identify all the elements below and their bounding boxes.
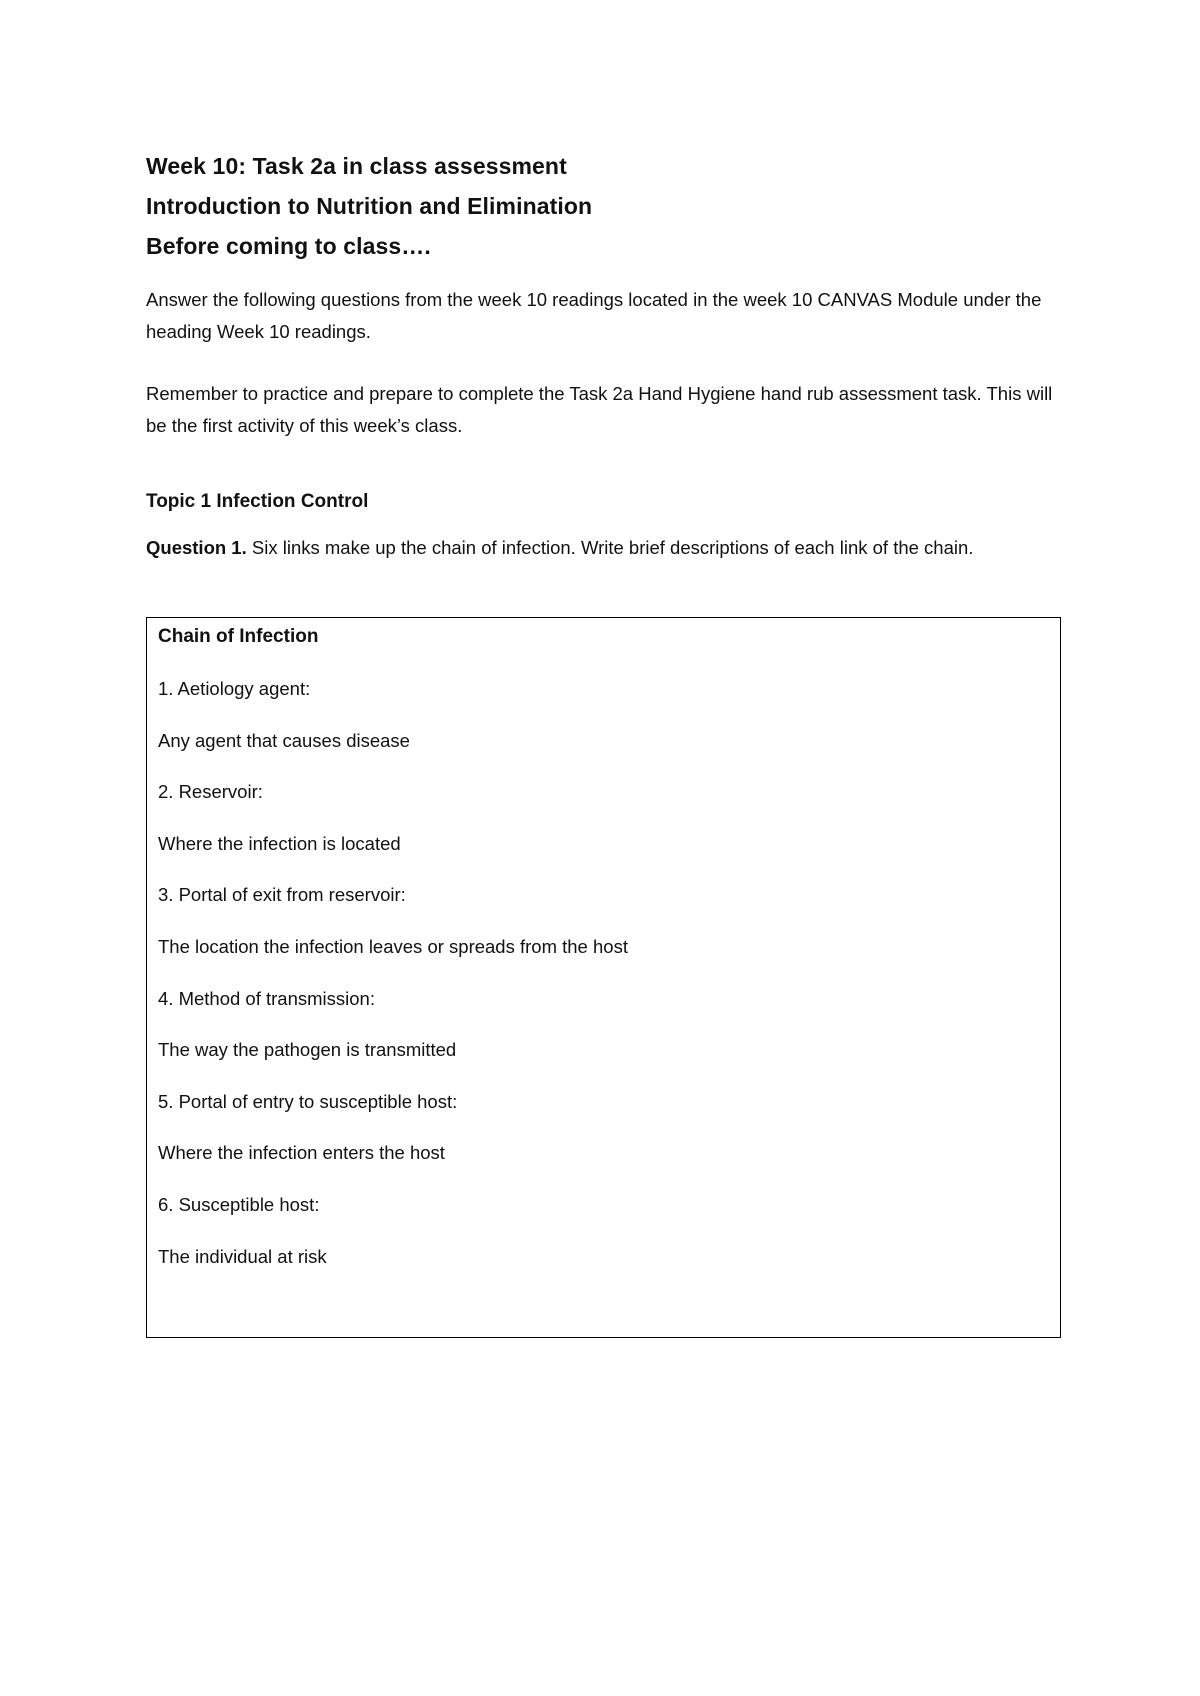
chain-box-title: Chain of Infection: [158, 626, 319, 647]
chain-link-description: The location the infection leaves or spreads from the host: [158, 935, 628, 957]
chain-link-heading: 5. Portal of entry to susceptible host:: [158, 1090, 458, 1112]
chain-link-description: Where the infection enters the host: [158, 1142, 445, 1164]
chain-link-description: The way the pathogen is transmitted: [158, 1039, 457, 1061]
heading-subject-title: Introduction to Nutrition and Elimination: [146, 193, 593, 219]
question-label: Question 1.: [146, 537, 247, 558]
chain-link-heading: 6. Susceptible host:: [158, 1193, 320, 1215]
question-1: [146, 532, 1076, 564]
chain-of-infection-box: [146, 617, 1061, 1338]
reminder-paragraph: Remember to practice and prepare to complete the Task 2a Hand Hygiene hand rub assessment task. This will be the first activity of this week’s class.: [146, 383, 1053, 436]
topic-title: Topic 1 Infection Control: [146, 491, 369, 512]
chain-link-description: The individual at risk: [158, 1245, 327, 1267]
intro-paragraph: Answer the following questions from the week 10 readings located in the week 10 CANVAS Module under the heading Week 10 readings.: [146, 289, 1042, 342]
chain-link-heading: 4. Method of transmission:: [158, 987, 375, 1009]
chain-link-heading: 2. Reservoir:: [158, 781, 263, 803]
question-text: Six links make up the chain of infection. Write brief descriptions of each link of the chain.: [246, 537, 974, 558]
chain-link-heading: 3. Portal of exit from reservoir:: [158, 884, 406, 906]
chain-list: [158, 674, 628, 1293]
heading-week-title: Week 10: Task 2a in class assessment: [146, 153, 567, 179]
chain-link-description: Where the infection is located: [158, 832, 401, 854]
document-heading: [146, 146, 1086, 266]
heading-before-class: Before coming to class….: [146, 233, 431, 259]
chain-link-heading: 1. Aetiology agent:: [158, 678, 311, 699]
chain-link-description: Any agent that causes disease: [158, 729, 410, 751]
